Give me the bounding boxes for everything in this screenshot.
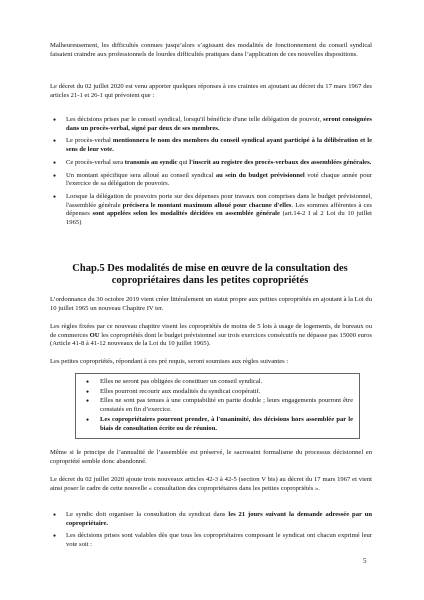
paragraph-text: Les règles fixées par ce nouveau chapitre visent les copropriétés de moins de 5 lots à usage de logements, de bureaux ou de commerces <box>50 323 372 339</box>
page-number: 5 <box>363 557 367 565</box>
item-text: Un montant spécifique sera alloué au conseil syndical <box>66 171 216 179</box>
rules-box <box>75 373 360 439</box>
item-bold-text: au sein du budget prévisionnel <box>215 171 305 179</box>
new-articles-paragraph: Le décret du 02 juillet 2020 ajoute trois nouveaux articles 42-3 à 42-5 (section V bis) au décret du 17 mars 1967 et vient ainsi poser le cadre de cette nouvelle « consultation des copropriétaires dans les petites copropriétés ». <box>50 476 372 492</box>
paragraph-bold-text: OU <box>89 331 100 339</box>
rules-list <box>82 378 353 433</box>
item-text: Lorsque la délégation de pouvoirs porte sur des dépenses pour travaux non comprises dans le budget prévisionnel, l'assemblée générale <box>66 192 372 209</box>
item-text: (art.14-2 I al 2 Loi du 10 juillet 1965) <box>66 210 372 227</box>
consultation-list <box>50 511 372 554</box>
item-text: Elles ne seront pas obligées de constituer un conseil syndical. <box>100 378 263 385</box>
list-item <box>50 116 372 133</box>
item-text: Le procès-verbal <box>66 137 113 145</box>
item-bold-text: seront consignées dans un procès-verbal, signé par deux de ses membres. <box>66 116 372 132</box>
small-copro-paragraph: Les petites copropriétés, répondant à ces pré requis, seront soumises aux règles suivantes : <box>50 358 289 365</box>
item-text: . Les sommes afférentes à ces dépenses <box>66 201 372 218</box>
list-item <box>50 511 372 528</box>
decree-paragraph: Le décret du 02 juillet 2020 est venu apporter quelques réponses à ces craintes en ajoutant au décret du 17 mars 1967 des articles 21-1 et 26-1 qui prévoient que : <box>50 83 372 99</box>
item-bold-text: mentionnera le nom des membres du conseil syndical ayant participé à la délibération et le sens de leur vote. <box>66 137 372 154</box>
list-item <box>82 416 353 433</box>
formalism-paragraph: Même si le principe de l’annualité de l’assemblée est préservé, le sacrosaint formalisme du processus décisionnel en copropriété semble donc abandonné. <box>50 449 372 465</box>
list-item <box>82 397 353 414</box>
list-item <box>50 159 372 168</box>
intro-paragraph: Malheureusement, les difficultés connues jusqu’alors s’agissant des modalités de fonctionnement du conseil syndical faisaient craindre aux professionnels de lourdes difficultés pratiques dans l’application de ces nouvelles dispositions. <box>50 42 372 58</box>
rules-paragraph <box>50 323 372 349</box>
item-bold-text: sont appelées selon les modalités décidées en assemblée générale <box>92 210 280 218</box>
item-text: Les décisions prises sont valables dès que tous les copropriétaires composant le syndicat ont chacun exprimé leur vote soit : <box>66 532 372 549</box>
item-bold-text: transmis au syndic <box>124 158 178 166</box>
item-text: Ce procès-verbal sera <box>66 158 125 166</box>
item-text: Le syndic doit organiser la consultation du syndicat dans <box>66 511 229 518</box>
list-item <box>82 378 353 387</box>
decree-provisions-list <box>50 116 372 232</box>
item-text: Elles ne sont pas tenues à une comptabilité en partie double ; leurs engagements pourront être constatés en fin d’exercice. <box>100 397 353 414</box>
item-bold-text: Les copropriétaires pourront prendre, à l'unanimité, des décisions hors assemblée par le biais de consultation écrite ou de réunion. <box>100 415 353 432</box>
item-text: Les décisions prises par le conseil syndical, lorsqu'il bénéficie d'une telle délégation de pouvoir, <box>66 116 324 123</box>
list-item <box>50 532 372 549</box>
list-item <box>50 193 372 228</box>
item-text: Elles pourront recourir aux modalités du syndicat coopératif. <box>100 387 261 395</box>
chapter-heading: Chap.5 Des modalités de mise en œuvre de la consultation des copropriétaires dans les petites copropriétés <box>72 263 348 287</box>
list-item <box>50 137 372 154</box>
paragraph-text: les copropriétés dont le budget prévisionnel sur trois exercices consécutifs ne dépasse pas 15000 euros (Article 41-8 à 41-12 nouveaux de la Loi du 10 juillet 1965). <box>50 331 372 348</box>
item-text: voté chaque année pour l'exercice de sa délégation de pouvoirs. <box>66 171 372 188</box>
item-text: qui <box>177 158 190 166</box>
ordinance-paragraph: L’ordonnance du 30 octobre 2019 vient créer littéralement un statut propre aux petites copropriétés en ajoutant à la Loi du 10 juillet 1965 un nouveau Chapitre IV ter. <box>50 296 372 312</box>
item-bold-text: précisera le montant maximum alloué pour chacune d'elles <box>122 201 292 209</box>
item-bold-text: les 21 jours suivant la demande adressée par un copropriétaire. <box>66 511 373 527</box>
list-item <box>82 388 353 397</box>
list-item <box>50 172 372 189</box>
item-bold-text: l'inscrit au registre des procès-verbaux des assemblées générales. <box>189 158 372 166</box>
